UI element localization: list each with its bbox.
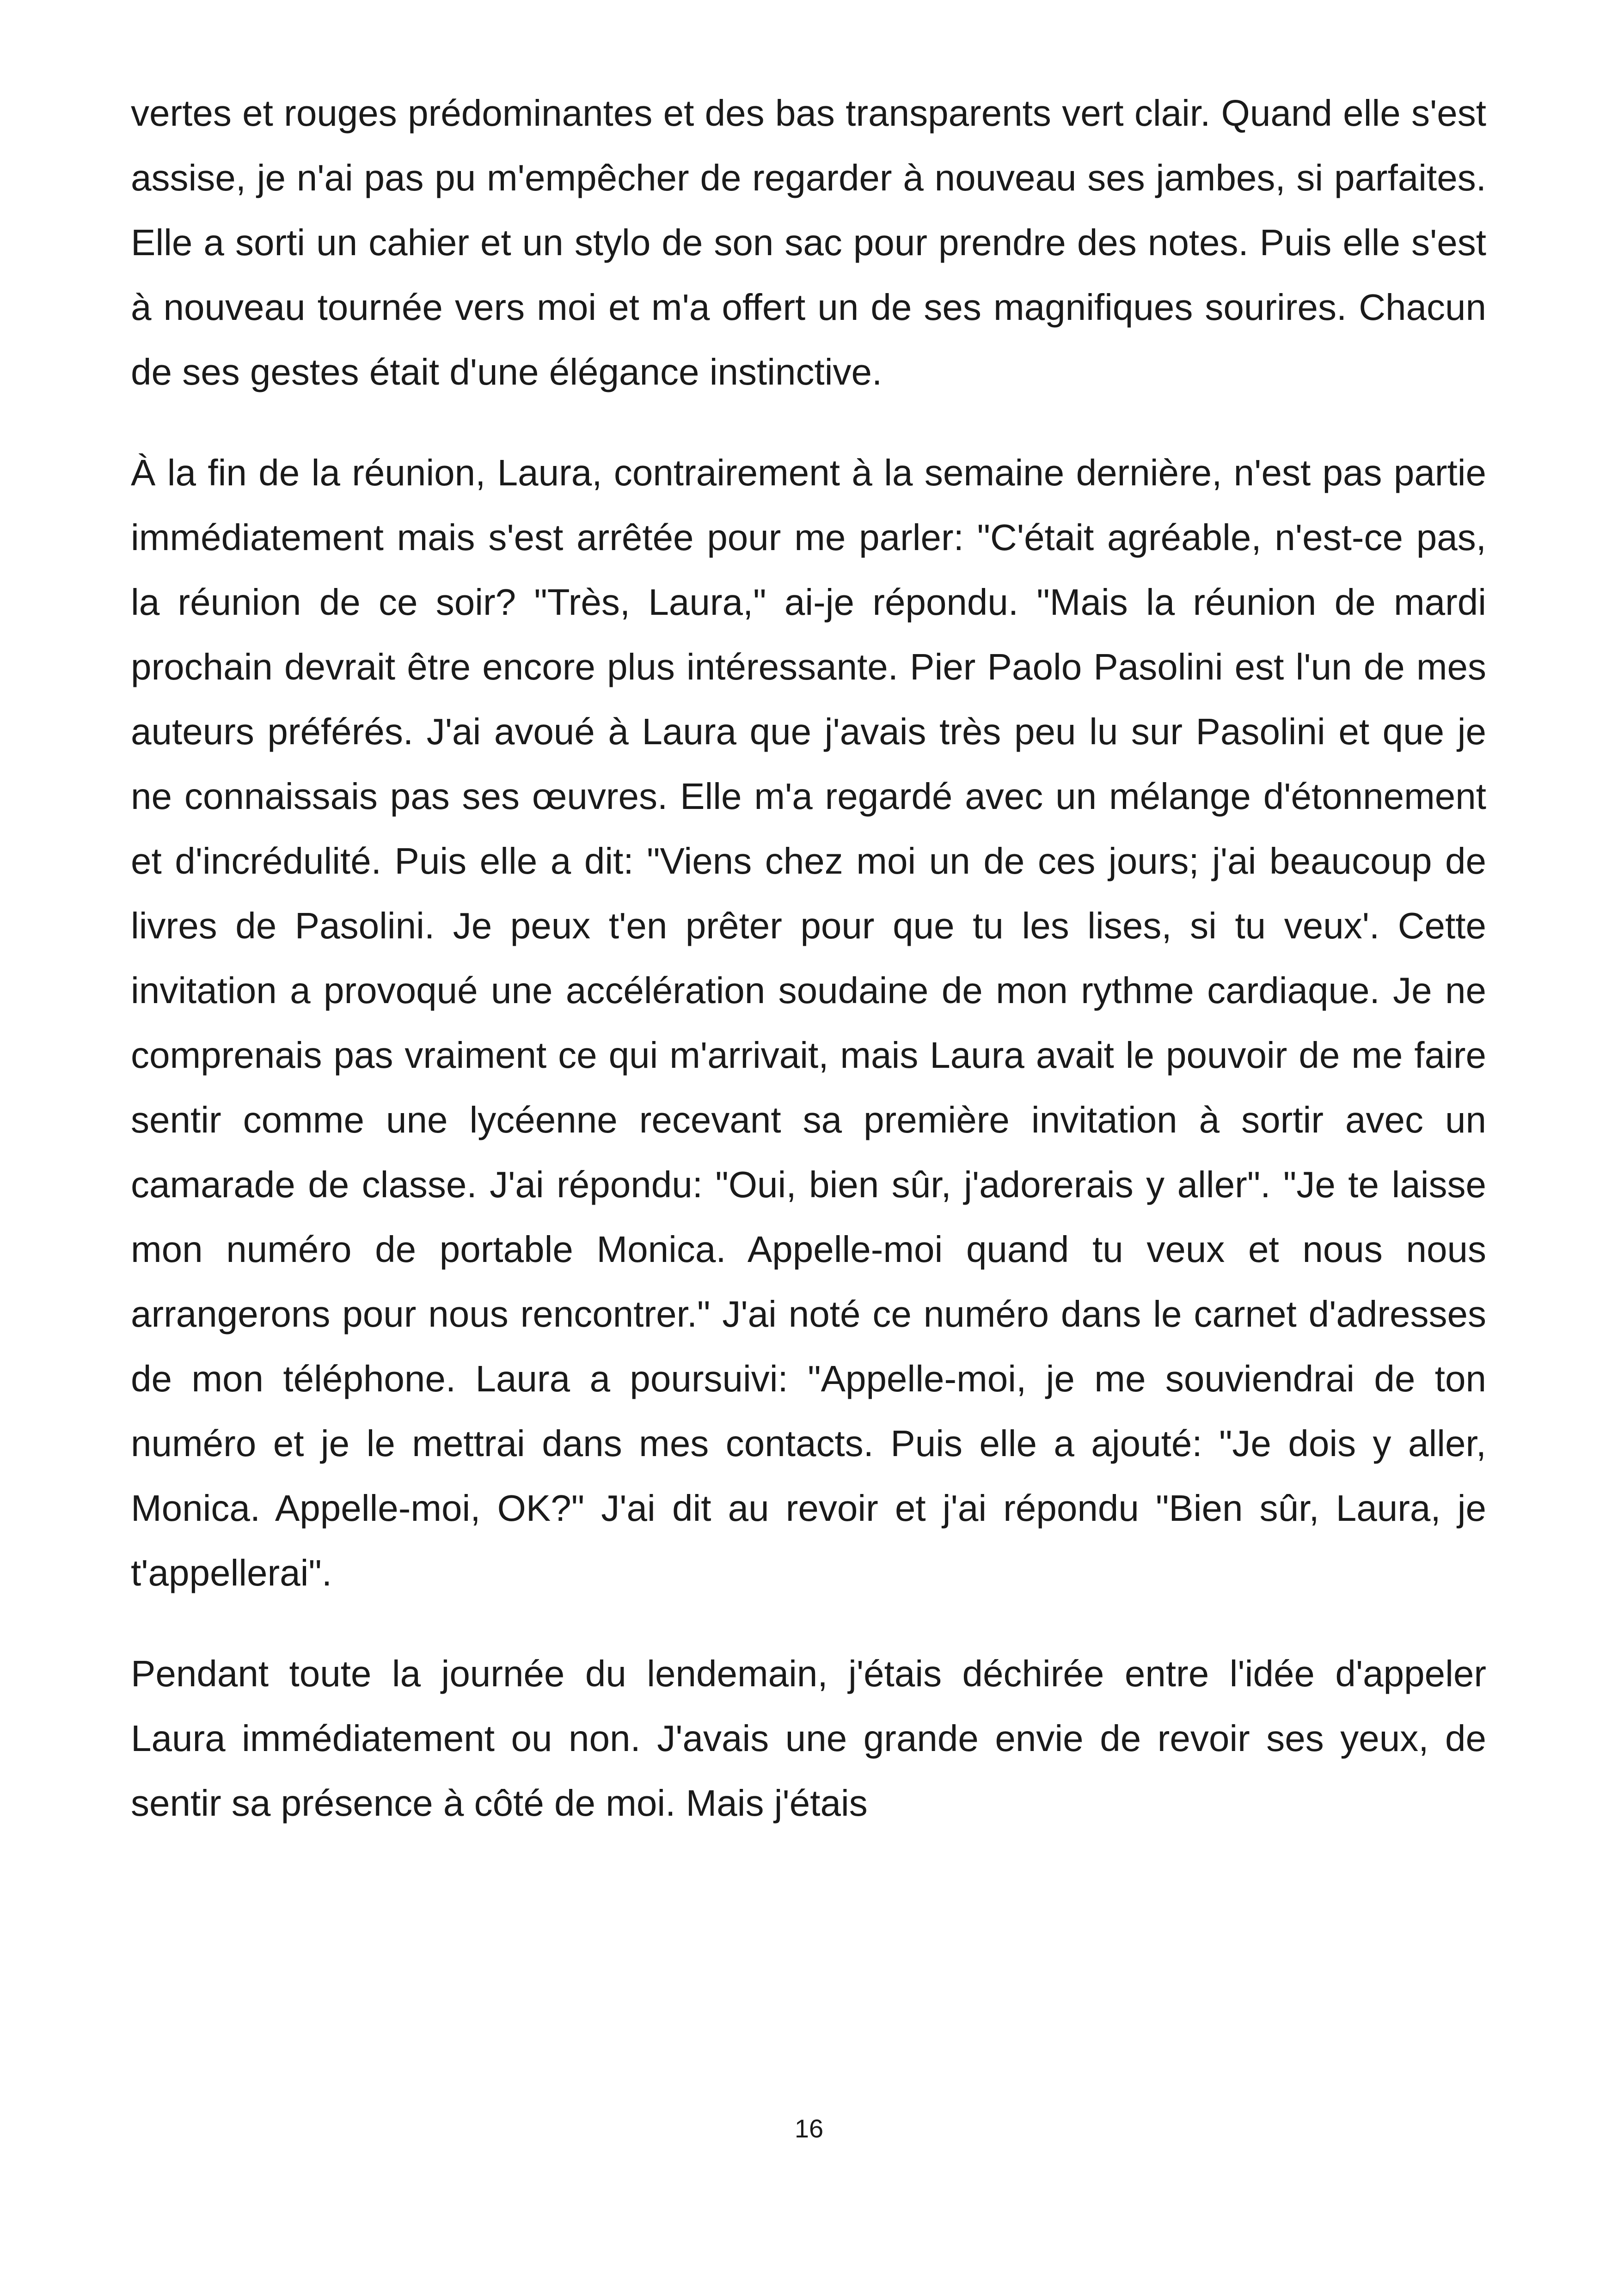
- body-text: [131, 81, 1486, 1872]
- page-number: 16: [794, 2114, 824, 2143]
- paragraph-2: À la fin de la réunion, Laura, contrairement à la semaine dernière, n'est pas partie immédiatement mais s'est arrêtée pour me parler: "C'était agréable, n'est-ce pas, la réunion de ce soir? "Très, Laura," ai-je répondu. "Mais la réunion de mardi prochain devrait être encore plus intéressante. Pier Paolo Pasolini est l'un de mes auteurs préférés. J'ai avoué à Laura que j'avais très peu lu sur Pasolini et que je ne connaissais pas ses œuvres. Elle m'a regardé avec un mélange d'étonnement et d'incrédulité. Puis elle a dit: "Viens chez moi un de ces jours; j'ai beaucoup de livres de Pasolini. Je peux t'en prêter pour que tu les lises, si tu veux'. Cette invitation a provoqué une accélération soudaine de mon rythme cardiaque. Je ne comprenais pas vraiment ce qui m'arrivait, mais Laura avait le pouvoir de me faire sentir comme une lycéenne recevant sa première invitation à sortir avec un camarade de classe. J'ai répondu: "Oui, bien sûr, j'adorerais y aller". "Je te laisse mon numéro de portable Monica. Appelle-moi quand tu veux et nous nous arrangerons pour nous rencontrer." J'ai noté ce numéro dans le carnet d'adresses de mon téléphone. Laura a poursuivi: "Appelle-moi, je me souviendrai de ton numéro et je le mettrai dans mes contacts. Puis elle a ajouté: "Je dois y aller, Monica. Appelle-moi, OK?" J'ai dit au revoir et j'ai répondu "Bien sûr, Laura, je t'appellerai".: [131, 452, 1486, 1593]
- paragraph-3: Pendant toute la journée du lendemain, j'étais déchirée entre l'idée d'appeler Laura immédiatement ou non. J'avais une grande envie de revoir ses yeux, de sentir sa présence à côté de moi. Mais j'étais: [131, 1653, 1486, 1824]
- paragraph-1: vertes et rouges prédominantes et des bas transparents vert clair. Quand elle s'est assise, je n'ai pas pu m'empêcher de regarder à nouveau ses jambes, si parfaites. Elle a sorti un cahier et un stylo de son sac pour prendre des notes. Puis elle s'est à nouveau tournée vers moi et m'a offert un de ses magnifiques sourires. Chacun de ses gestes était d'une élégance instinctive.: [131, 92, 1486, 392]
